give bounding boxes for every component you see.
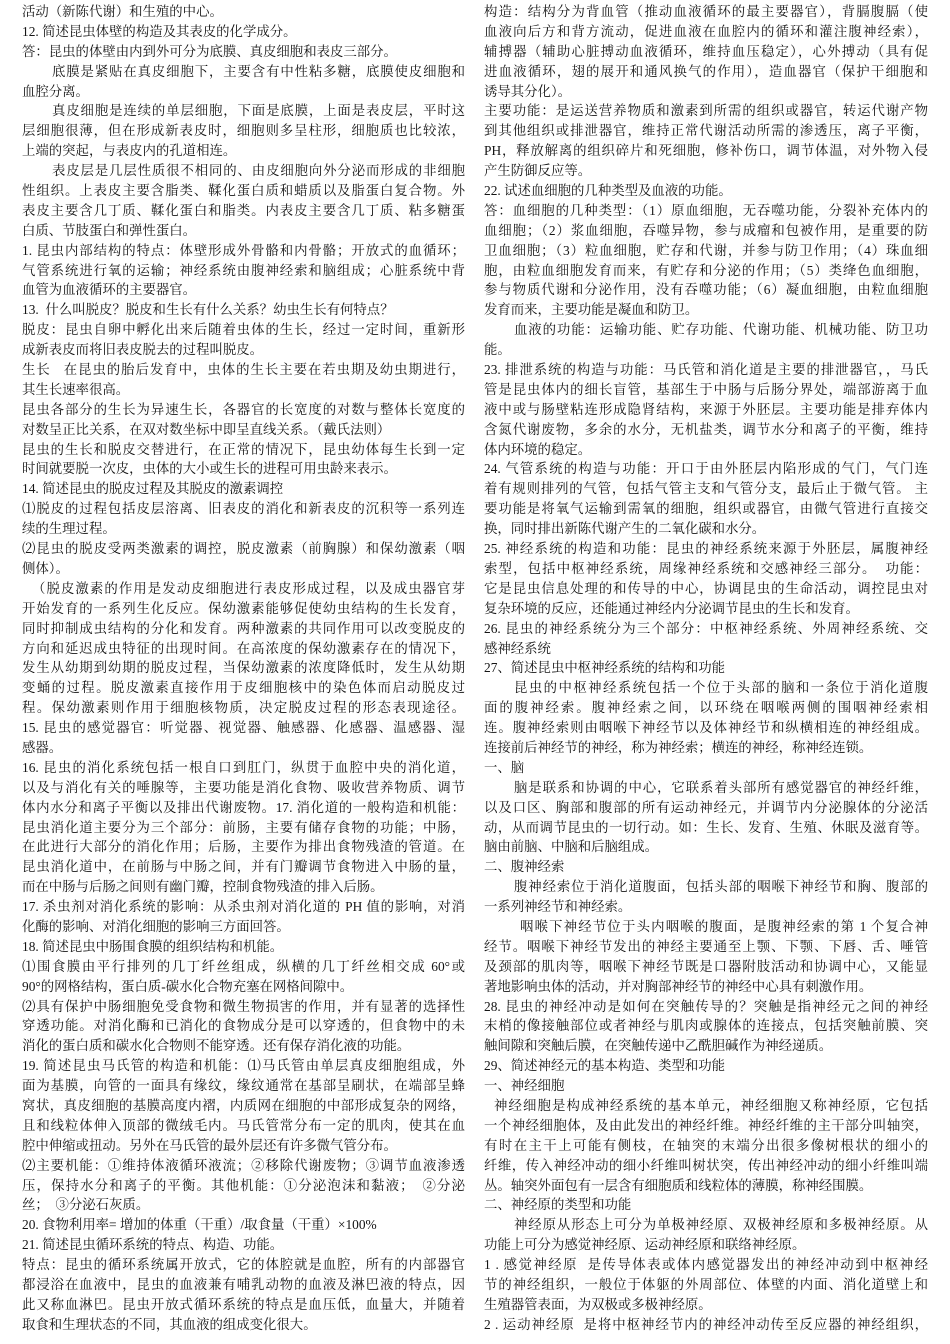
paragraph	[484, 1315, 928, 1335]
text-line: 化酶的影响、对消化细胞的影响三方面回答。	[22, 918, 290, 934]
paragraph	[484, 1096, 928, 1195]
text-line: 液中或与肠壁粘连形成隐肾结构，来源于外胚层。主要功能是排弃体内	[484, 401, 928, 417]
paragraph	[22, 758, 465, 897]
paragraph	[484, 877, 928, 917]
text-line: 要功能是将氧气运输到需氧的细胞，组织或器官，由微气管进行直接交	[484, 501, 928, 517]
text-line: 神经原从形态上可分为单极神经原、双极神经原和多极神经原。从	[514, 1217, 928, 1233]
text-line: 29、简述神经元的基本构造、类型和功能	[484, 1058, 726, 1074]
paragraph	[22, 440, 465, 480]
text-line: 底膜是紧贴在真皮细胞下，主要含有中性粘多糖，底膜使皮细胞和	[52, 63, 465, 79]
text-line: 腔中伸缩或扭动。另外在马氏管的最外层还有许多微气管分布。	[22, 1137, 397, 1153]
text-line: 触间隙和突触后膜，在突触传递中乙酰胆碱作为神经递质。	[484, 1038, 833, 1054]
text-line: ⑴脱皮的过程包括皮层溶离、旧表皮的消化和新表皮的沉积等一系列连	[22, 501, 465, 517]
paragraph	[22, 997, 465, 1057]
text-line: 一、脑	[484, 759, 525, 775]
text-line: 构造：结构分为背血管（推动血液循环的最主要器官），背膈腹膈（使	[484, 4, 928, 19]
text-line: 真皮细胞是连续的单层细胞，下面是底膜，上面是表皮层，平时这	[52, 103, 465, 119]
paragraph	[22, 579, 465, 718]
text-line: 换，同时排出新陈代谢产生的二氧化碳和水分。	[484, 521, 766, 537]
text-line: 含氮代谢废物，多余的水分，无机盐类，调节水分和离子的平衡，维持	[484, 421, 928, 437]
text-line: 面的腹神经索。腹神经索之间，以环绕在咽喉两侧的围咽神经索相	[484, 700, 928, 716]
text-line: 生殖器管表面，为双极或多极神经原。	[484, 1296, 712, 1312]
paragraph	[22, 1156, 465, 1216]
paragraph	[22, 300, 465, 320]
text-line: 血管为血液循环的主要器官。	[22, 282, 197, 298]
text-line: 1 . 感觉神经原 是传导体表或体内感觉器发出的神经冲动到中枢神经	[484, 1257, 928, 1273]
text-line: 续的生理过程。	[22, 521, 116, 537]
text-line: 管是昆虫体内的细长盲管，基部生于中肠与后肠分界处，端部游离于血	[484, 381, 928, 397]
text-line: 血液向后方和背方流动，促进血液在血腔内的循环和灌注腹神经索），	[484, 23, 928, 39]
text-line: 节的神经组织，一般位于体躯的外周部位、体壁的内面、消化道壁上和	[484, 1277, 928, 1292]
text-line: 卫血细胞；（3）粒血细胞，贮存和代谢，并参与防卫作用；（4）珠血细	[484, 242, 928, 258]
text-line: 脱皮：昆虫自卵中孵化出来后随着虫体的生长，经过一定时间，重新形	[22, 322, 465, 338]
paragraph	[22, 2, 465, 22]
text-line: 血腔分离。	[22, 83, 89, 99]
text-line: 发生从幼期到幼期的脱皮过程，当保幼激素的浓度降低时，发生从幼期	[22, 660, 465, 676]
text-line: ⑵昆虫的脱皮受两类激素的调控，脱皮激素（前胸腺）和保幼激素（咽	[22, 541, 465, 557]
text-line: 性组织。上表皮主要含脂类、鞣化蛋白质和蜡质以及脂蛋白复合物。外	[22, 183, 465, 199]
text-line: 在此进行大部分的消化作用；后肠，主要作为排出食物残渣的管道。在	[22, 839, 465, 855]
paragraph	[22, 400, 465, 440]
paragraph	[22, 1215, 465, 1235]
text-line: 及颈部的肌肉等，咽喉下神经节既是口器附肢活动和协调中心，又能显	[484, 958, 928, 974]
text-line: 1. 昆虫内部结构的特点：体壁形成外骨骼和内骨骼；开放式的血循环；	[22, 242, 465, 258]
paragraph	[22, 957, 465, 997]
text-line: 复杂环境的反应，还能通过神经内分泌调节昆虫的生长和发育。	[484, 600, 859, 616]
text-line: 昆虫消化道中，在前肠与中肠之间，并有门瓣调节食物进入中肠的量，	[22, 859, 465, 875]
left-column	[22, 2, 465, 1338]
text-line: 程。保幼激素则作用于细胞核物质，决定脱皮过程的形态表现途径。	[22, 700, 465, 716]
text-line: 昆虫的中枢神经系统包括一个位于头部的脑和一条位于消化道腹	[514, 680, 928, 696]
text-line: 动，从而调节昆虫的一切行动。如：生长、发育、生殖、休眠及滋育等。	[484, 819, 928, 835]
paragraph	[22, 101, 465, 161]
text-line: 产生防御反应等。	[484, 163, 592, 179]
text-line: 神经细胞是构成神经系统的基本单元，神经细胞又称神经原，它包括	[494, 1097, 928, 1113]
text-line: 表皮主要含几丁质、鞣化蛋白和脂类。内表皮主要含几丁质、粘多糖蛋	[22, 202, 465, 218]
text-line: 生长 在昆虫的胎后发育中，虫体的生长主要在若虫期及幼虫期进行，	[22, 362, 465, 378]
text-line: 功能上可分为感觉神经原、运动神经原和联络神经原。	[484, 1237, 806, 1253]
text-line: 一个神经细胞体，及由此发出的神经纤维。神经纤维的主干部分叫轴突，	[484, 1117, 928, 1133]
text-line: 著地影响虫体的活动，并对胸部神经节的神经中心具有刺激作用。	[484, 978, 873, 994]
paragraph	[22, 718, 465, 758]
paragraph	[22, 897, 465, 937]
paragraph	[22, 62, 465, 102]
paragraph	[22, 1056, 465, 1155]
text-line: 17. 杀虫剂对消化系统的影响：从杀虫剂对消化道的 PH 值的影响，对消	[22, 899, 465, 915]
text-line: ⑵具有保护中肠细胞免受食物和微生物损害的作用，并有显著的选择性	[22, 998, 465, 1014]
text-line: ⑵主要机能：①维持体液循环液流；②移除代谢废物；③调节血液渗透	[22, 1157, 465, 1173]
text-line: 成新表皮而将旧表皮脱去的过程叫脱皮。	[22, 342, 264, 358]
text-line: 以及口区、胸部和腹部的所有运动神经元，并调节内分泌腺体的分泌活	[484, 799, 928, 815]
text-line: 血液的功能：运输功能、贮存功能、代谢功能、机械功能、防卫功	[514, 322, 928, 338]
text-line: 都浸浴在血液中，昆虫的血液兼有哺乳动物的血液及淋巴液的特点，因	[22, 1277, 465, 1292]
paragraph	[22, 320, 465, 360]
text-line: ⑴围食膜由平行排列的几丁纤丝组成，纵横的几丁纤丝相交成 60°或	[22, 958, 465, 974]
text-line: 对数呈正比关系，在双对数坐标中即呈直线关系。（戴氏法则）	[22, 421, 391, 437]
right-column	[484, 2, 928, 1338]
text-line: 其生长速率很高。	[22, 381, 130, 397]
text-line: 丝； ③分泌石灰质。	[22, 1197, 150, 1213]
paragraph	[22, 479, 465, 499]
text-line: 经节。咽喉下神经节发出的神经主要通至上颚、下颚、下唇、舌、唾管	[484, 938, 928, 954]
text-line: 变蛹的过程。脱皮激素直接作用于皮细胞核中的染色体而启动脱皮过	[22, 680, 465, 696]
text-line: 纤维，传入神经冲动的细小纤维叫树状突，传出神经冲动的细小纤维叫端	[484, 1157, 928, 1173]
text-line: 表皮层是几层性质很不相同的、由皮细胞向外分泌而形成的非细胞	[52, 163, 465, 179]
text-line: 面为基膜，向管的一面具有缘纹，缘纹通常在基部呈刷状，在端部呈蜂	[22, 1078, 465, 1094]
text-line: 着有规则排列的气管，包括气管主支和气管分支，最后止于微气管。 主	[484, 481, 928, 497]
text-line: 而在中肠与后肠之间则有幽门瓣，控制食物残渣的排入后肠。	[22, 879, 384, 895]
text-line: 侧体）。	[22, 560, 69, 576]
text-line: 主要功能：是运送营养物质和激素到所需的组织或器官，转运代谢产物	[484, 103, 928, 119]
paragraph	[22, 241, 465, 301]
paragraph	[22, 360, 465, 400]
text-line: 参与物质代谢和分泌作用，没有吞噬功能；（6）凝血细胞，由粒血细胞	[484, 282, 928, 298]
text-line: 13. 什么叫脱皮？脱皮和生长有什么关系？幼虫生长有何特点？	[22, 302, 394, 318]
text-line: 咽喉下神经节位于头内咽喉的腹面，是腹神经索的第 1 个复合神	[520, 918, 928, 934]
text-line: 血细胞；（2）浆血细胞，吞噬异物，参与成瘤和包被作用，是重要的防	[484, 222, 928, 238]
text-line: 连。腹神经索则由咽喉下神经节以及体神经节和纵横相连的神经组成。	[484, 720, 928, 736]
text-line: 诱导其分化）。	[484, 83, 572, 99]
paragraph	[22, 22, 465, 42]
text-line: 23. 排泄系统的构造与功能：马氏管和消化道是主要的排泄器官，，马氏	[484, 362, 928, 378]
text-line: 24. 气管系统的构造与功能：开口于由外胚层内陷形成的气门，气门连	[484, 461, 928, 477]
text-line: 此又称血淋巴。昆虫开放式循环系统的特点是血压低，血量大，并随着	[22, 1296, 465, 1312]
text-line: 特点：昆虫的循环系统属开放式，它的体腔就是血腔，所有的内部器官	[22, 1257, 465, 1273]
text-line: 26. 昆虫的神经系统分为三个部分：中枢神经系统、外周神经系统、交	[484, 620, 928, 636]
text-line: 有时在主干上可能有侧枝，在轴突的末端分出很多像树根状的细小的	[484, 1137, 928, 1153]
paragraph	[22, 1235, 465, 1255]
text-line: （脱皮激素的作用是发动皮细胞进行表皮形成过程，以及成虫器官芽	[32, 580, 465, 596]
text-line: 21. 简述昆虫循环系统的特点、构造、功能。	[22, 1237, 284, 1253]
text-line: 20. 食物利用率= 增加的体重（干重）/取食量（干重）×100%	[22, 1217, 377, 1233]
text-line: 14. 简述昆虫的脱皮过程及其脱皮的激素调控	[22, 481, 284, 497]
text-line: 90°的网格结构，蛋白质-碳水化合物充塞在网格间隙中。	[22, 978, 354, 994]
paragraph	[484, 320, 928, 360]
paragraph	[22, 161, 465, 241]
text-line: 丛。轴突外面包有一层含有细胞质和线粒体的薄膜，称神经围膜。	[484, 1177, 873, 1193]
text-line: 脑是联系和协调的中心，它联系着头部所有感觉器官的神经纤维，	[514, 779, 928, 795]
text-line: 体内水分和离子平衡以及排出代谢废物。17. 消化道的一般构造和机能：	[22, 799, 465, 815]
paragraph	[484, 2, 928, 101]
paragraph	[484, 619, 928, 659]
paragraph	[484, 539, 928, 619]
text-line: 答：昆虫的体壁由内到外可分为底膜、真皮细胞和表皮三部分。	[22, 43, 397, 59]
paragraph	[484, 1255, 928, 1315]
text-line: 感神经系统	[484, 640, 551, 656]
text-line: 上端的突起，与表皮内的孔道相连。	[22, 143, 237, 159]
text-line: 22. 试述血细胞的几种类型及血液的功能。	[484, 183, 732, 199]
text-line: 消化的蛋白质和碳水化合物则不能穿透。还有保存消化液的功能。	[22, 1038, 411, 1054]
text-line: 以及与消化有关的唾腺等，主要功能是消化食物、吸收营养物质、调节	[22, 779, 465, 795]
text-line: 取食和生理状态的不同，其血液的组成变化很大。	[22, 1316, 317, 1332]
text-line: 一系列神经节和神经索。	[484, 899, 632, 915]
text-line: 方向和延迟成虫特征的出现时间。在高浓度的保幼激素存在的情况下，	[22, 640, 465, 656]
text-line: 18. 简述昆虫中肠围食膜的组织结构和机能。	[22, 938, 284, 954]
text-line: 昆虫消化道主要分为三个部分：前肠，主要有储存食物的功能；中肠，	[22, 819, 465, 835]
text-line: 答：血细胞的几种类型：（1）原血细胞，无吞噬功能，分裂补充体内的	[484, 202, 928, 218]
paragraph	[22, 499, 465, 539]
text-line: PH，释放解离的组织碎片和死细胞，修补伤口，调节体温，对外物入侵	[484, 143, 928, 159]
text-line: 2 . 运动神经原 是将中枢神经节内的神经冲动传至反应器的神经组织，	[484, 1316, 928, 1332]
text-line: 腹神经索位于消化道腹面，包括头部的咽喉下神经节和胸、腹部的	[514, 879, 928, 895]
text-line: 28. 昆虫的神经冲动是如何在突触传导的？突触是指神经元之间的神经	[484, 998, 928, 1014]
paragraph	[484, 997, 928, 1057]
text-line: 辅搏器（辅助心脏搏动血液循环，维持血压稳定），心外搏动（具有促	[484, 43, 928, 59]
paragraph	[484, 917, 928, 997]
text-line: 进血液循环，翅的展开和通风换气的作用），造血器官（保护干细胞和	[484, 63, 928, 79]
text-line: 它是昆虫信息处理的和传导的中心，协调昆虫的生命活动，调控昆虫对	[484, 580, 928, 596]
paragraph	[22, 1255, 465, 1335]
text-line: 且和线粒体伸入顶部的微绒毛内。马氏管常分布一定的肌肉，使其在血	[22, 1117, 465, 1133]
paragraph	[484, 101, 928, 181]
paragraph	[484, 857, 928, 877]
paragraph	[484, 678, 928, 758]
text-line: 到其他组织或排泄器官，维持正常代谢活动所需的渗透压，离子平衡，	[484, 123, 928, 139]
text-line: 能。	[484, 342, 511, 358]
text-line: 同时抑制成虫结构的分化和发育。两种激素的共同作用可以改变脱皮的	[22, 620, 465, 636]
paragraph	[484, 181, 928, 201]
text-line: 气管系统进行氧的运输；神经系统由腹神经索和脑组成；心脏系统中背	[22, 262, 465, 278]
text-line: 二、神经原的类型和功能	[484, 1197, 632, 1213]
text-line: 穿透功能。对消化酶和已消化的食物成分是可以穿透的，但食物中的未	[22, 1018, 465, 1034]
text-line: 感器。	[22, 739, 63, 755]
text-line: 25. 神经系统的构造和功能：昆虫的神经系统来源于外胚层，属腹神经	[484, 541, 928, 557]
text-line: 时间就要脱一次皮，虫体的大小或生长的进程可用虫龄来表示。	[22, 461, 397, 477]
text-line: 体内环境的稳定。	[484, 441, 592, 457]
paragraph	[484, 1056, 928, 1076]
text-line: 压，保持水分和离子的平衡。其他机能：①分泌泡沫和黏液； ②分泌	[22, 1177, 465, 1193]
paragraph	[22, 42, 465, 62]
paragraph	[484, 778, 928, 858]
text-line: 层细胞很薄，但在形成新表皮时，细胞则多呈柱形，细胞质也比较浓，	[22, 123, 465, 139]
text-line: 15. 昆虫的感觉器官：听觉器、视觉器、触感器、化感器、温感器、湿	[22, 720, 465, 736]
paragraph	[484, 758, 928, 778]
paragraph	[484, 360, 928, 459]
paragraph	[484, 1076, 928, 1096]
text-line: 开始发育的一系列生化反应。保幼激素能够促使幼虫结构的生长发育，	[22, 600, 465, 616]
text-line: 脑由前脑、中脑和后脑组成。	[484, 839, 659, 855]
paragraph	[484, 658, 928, 678]
text-line: 末梢的像接触部位或者神经与肌肉或腺体的连接点，包括突触前膜、突	[484, 1018, 928, 1034]
text-line: 一、神经细胞	[484, 1078, 565, 1094]
text-line: 胞，由粒血细胞发育而来，有贮存和分泌的作用；（5）类绛色血细胞，	[484, 262, 928, 278]
text-line: 16. 昆虫的消化系统包括一根自口到肛门，纵贯于血腔中央的消化道，	[22, 759, 465, 775]
text-line: 活动（新陈代谢）和生殖的中心。	[22, 4, 223, 19]
paragraph	[484, 1195, 928, 1215]
text-line: 昆虫的生长和脱皮交替进行，在正常的情况下，昆虫幼体每生长到一定	[22, 441, 465, 457]
text-line: 19. 简述昆虫马氏管的构造和机能：⑴马氏管由单层真皮细胞组成，外	[22, 1058, 465, 1074]
text-line: 27、简述昆虫中枢神经系统的结构和功能	[484, 660, 726, 676]
text-line: 窝状，真皮细胞的基膜高度内褶，内质网在细胞的中部形成复杂的网络，	[22, 1097, 465, 1113]
text-line: 索型，包括中枢神经系统，周缘神经系统和交感神经三部分。 功能：	[484, 560, 928, 576]
paragraph	[484, 459, 928, 539]
paragraph	[22, 539, 465, 579]
text-line: 二、腹神经索	[484, 859, 565, 875]
text-line: 发育而来，主要功能是凝血和防卫。	[484, 302, 699, 318]
paragraph	[484, 1215, 928, 1255]
text-line: 连接前后神经节的神经，称为神经索；横连的神经，称神经连锁。	[484, 739, 873, 755]
paragraph	[22, 937, 465, 957]
text-line: 白质、节肢蛋白和弹性蛋白。	[22, 222, 197, 238]
paragraph	[484, 201, 928, 320]
text-line: 昆虫各部分的生长为异速生长，各器官的长宽度的对数与整体长宽度的	[22, 401, 465, 417]
text-line: 12. 简述昆虫体壁的构造及其表皮的化学成分。	[22, 23, 297, 39]
